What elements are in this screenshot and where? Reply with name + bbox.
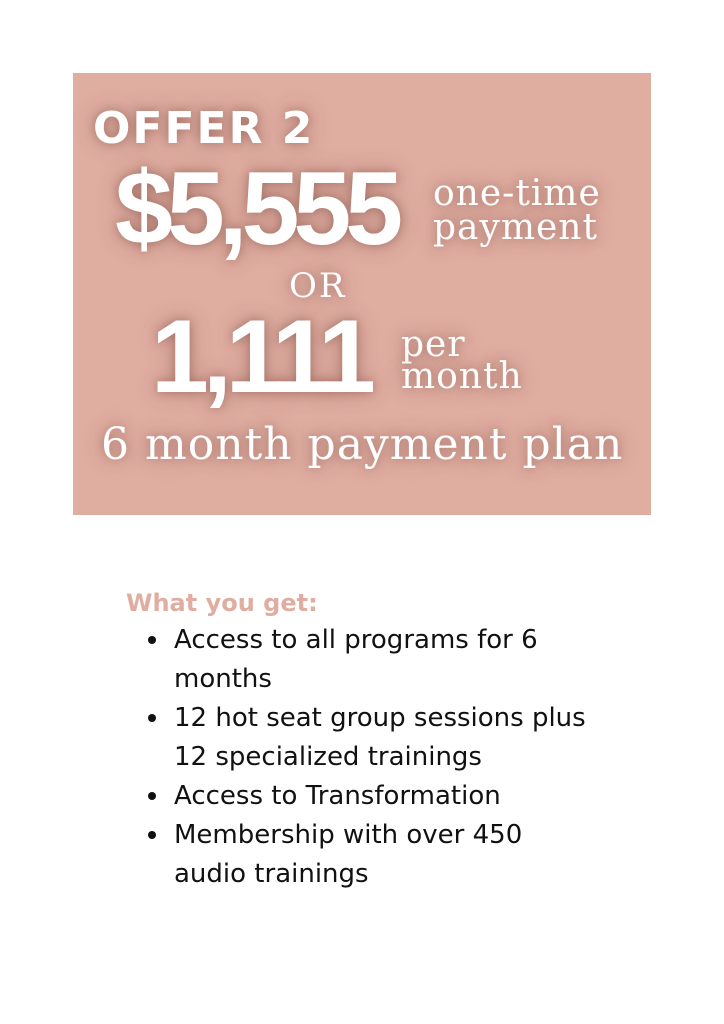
monthly-note-line-2: month: [401, 356, 523, 397]
offer-label: OFFER 2: [93, 103, 315, 154]
benefit-line-2: 12 specialized trainings: [174, 742, 482, 772]
bullet-icon: [148, 636, 156, 644]
payment-plan-text: 6 month payment plan: [101, 419, 624, 470]
bullet-icon: [148, 831, 156, 839]
benefit-item: [126, 777, 606, 816]
bullet-icon: [148, 714, 156, 722]
benefit-line-1: Access to Transformation: [174, 781, 501, 811]
benefit-item: [126, 699, 606, 777]
benefit-item: [126, 816, 606, 894]
benefit-line-2: months: [174, 664, 272, 694]
one-time-note: [433, 173, 601, 248]
monthly-note: [401, 324, 523, 397]
benefit-line-1: Access to all programs for 6: [174, 625, 538, 655]
benefit-line-1: 12 hot seat group sessions plus: [174, 703, 586, 733]
one-time-note-line-2: payment: [433, 207, 598, 248]
one-time-price: $5,555: [115, 151, 398, 267]
monthly-note-line-1: per: [401, 324, 466, 365]
benefit-line-1: Membership with over 450: [174, 820, 523, 850]
benefits-heading: What you get:: [126, 589, 318, 617]
or-separator: OR: [289, 266, 347, 306]
bullet-icon: [148, 792, 156, 800]
benefits-section: [126, 587, 606, 894]
offer-panel: [73, 73, 651, 515]
one-time-note-line-1: one-time: [433, 173, 601, 214]
monthly-price: 1,111: [151, 299, 370, 415]
benefits-list: [126, 621, 606, 894]
benefit-item: [126, 621, 606, 699]
benefit-line-2: audio trainings: [174, 859, 369, 889]
